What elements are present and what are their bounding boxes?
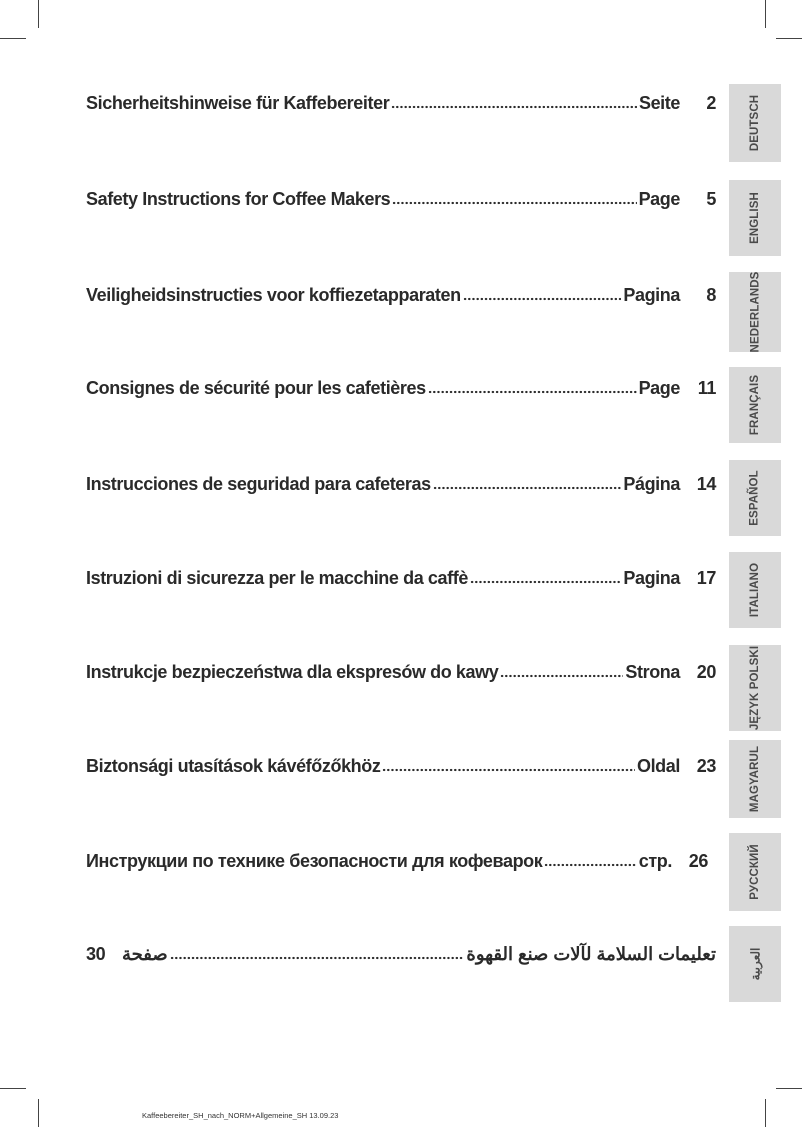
- tab-espanol[interactable]: [729, 460, 781, 536]
- crop-mark: [765, 0, 766, 28]
- toc-page-number: 20: [696, 661, 716, 682]
- tab-magyarul[interactable]: [729, 740, 781, 818]
- tab-english[interactable]: [729, 180, 781, 256]
- crop-mark: [776, 38, 802, 39]
- leader-dots: [428, 390, 637, 394]
- toc-entry-magyarul[interactable]: [86, 753, 716, 779]
- leader-dots: [433, 486, 622, 490]
- toc-page-word: Página: [623, 473, 680, 494]
- toc-entry-francais[interactable]: [86, 375, 716, 401]
- toc-page-word: Pagina: [623, 284, 680, 305]
- tab-label: JĘZYK POLSKI: [749, 645, 761, 731]
- footer-slug: Kaffeebereiter_SH_nach_NORM+Allgemeine_SH 13.09.23: [142, 1111, 339, 1120]
- leader-dots: [391, 105, 637, 109]
- toc-page-number: 8: [706, 284, 716, 305]
- crop-mark: [0, 1088, 26, 1089]
- toc-page-number: 14: [696, 473, 716, 494]
- toc-title: Istruzioni di sicurezza per le macchine da caffè: [86, 567, 468, 588]
- leader-dots: [170, 956, 465, 960]
- toc-entry-english[interactable]: [86, 186, 716, 212]
- toc-entry-russian[interactable]: [86, 848, 708, 874]
- leader-dots: [500, 674, 623, 678]
- toc-entry-deutsch[interactable]: [86, 90, 716, 116]
- tab-italiano[interactable]: [729, 552, 781, 628]
- crop-mark: [776, 1088, 802, 1089]
- toc-page-word: стр.: [638, 850, 672, 871]
- toc-entry-espanol[interactable]: [86, 471, 716, 497]
- tab-label: ESPAÑOL: [749, 470, 761, 526]
- tab-arabic[interactable]: [729, 926, 781, 1002]
- leader-dots: [382, 768, 635, 772]
- toc-entry-italiano[interactable]: [86, 565, 716, 591]
- toc-title: Veiligheidsinstructies voor koffiezetapparaten: [86, 284, 461, 305]
- toc-page-number: 2: [706, 92, 716, 113]
- leader-dots: [392, 201, 636, 205]
- toc-page-number: 5: [706, 188, 716, 209]
- tab-nederlands[interactable]: [729, 272, 781, 352]
- toc-title: Consignes de sécurité pour les cafetières: [86, 377, 426, 398]
- toc-page-word: Page: [638, 188, 680, 209]
- crop-mark: [38, 1099, 39, 1127]
- crop-mark: [765, 1099, 766, 1127]
- toc-title: Biztonsági utasítások kávéfőzőkhöz: [86, 755, 381, 776]
- toc-page-word: Page: [638, 377, 680, 398]
- toc-page-word: صفحة: [122, 943, 168, 964]
- toc-page-number: 11: [697, 377, 716, 398]
- toc-title: Instrukcje bezpieczeństwa dla ekspresów do kawy: [86, 661, 499, 682]
- tab-label: РУССКИЙ: [749, 844, 762, 900]
- toc-entry-nederlands[interactable]: [86, 282, 716, 308]
- tab-label: MAGYARUL: [749, 745, 761, 813]
- tab-label: NEDERLANDS: [749, 272, 761, 352]
- leader-dots: [463, 297, 622, 301]
- tab-label: DEUTSCH: [749, 94, 762, 152]
- crop-mark: [38, 0, 39, 28]
- toc-page-number: 30: [86, 943, 106, 964]
- toc-title: Instrucciones de seguridad para cafeteras: [86, 473, 431, 494]
- toc-page-word: Pagina: [623, 567, 680, 588]
- tab-russian[interactable]: [729, 833, 781, 911]
- toc-page-number: 17: [696, 567, 716, 588]
- toc-page-number: 23: [696, 755, 716, 776]
- tab-label: ENGLISH: [748, 192, 761, 244]
- tab-francais[interactable]: [729, 367, 781, 443]
- toc-entry-polski[interactable]: [86, 659, 716, 685]
- toc-page-number: 26: [688, 850, 708, 871]
- tab-label: ITALIANO: [749, 562, 761, 618]
- leader-dots: [544, 863, 636, 867]
- toc-page-word: Strona: [625, 661, 680, 682]
- toc-title: تعليمات السلامة لآلات صنع القهوة: [466, 943, 716, 964]
- crop-mark: [0, 38, 26, 39]
- toc-entry-arabic[interactable]: [86, 941, 716, 967]
- tab-polski[interactable]: [729, 645, 781, 731]
- toc-title: Инструкции по технике безопасности для кофеварок: [86, 850, 543, 871]
- tab-label: FRANÇAIS: [749, 374, 761, 436]
- leader-dots: [470, 580, 621, 584]
- toc-page-word: Seite: [638, 92, 680, 113]
- tab-label: العربية: [747, 947, 762, 981]
- toc-page-word: Oldal: [636, 755, 680, 776]
- tab-deutsch[interactable]: [729, 84, 781, 162]
- toc-title: Safety Instructions for Coffee Makers: [86, 188, 391, 209]
- toc-title: Sicherheitshinweise für Kaffebereiter: [86, 92, 390, 113]
